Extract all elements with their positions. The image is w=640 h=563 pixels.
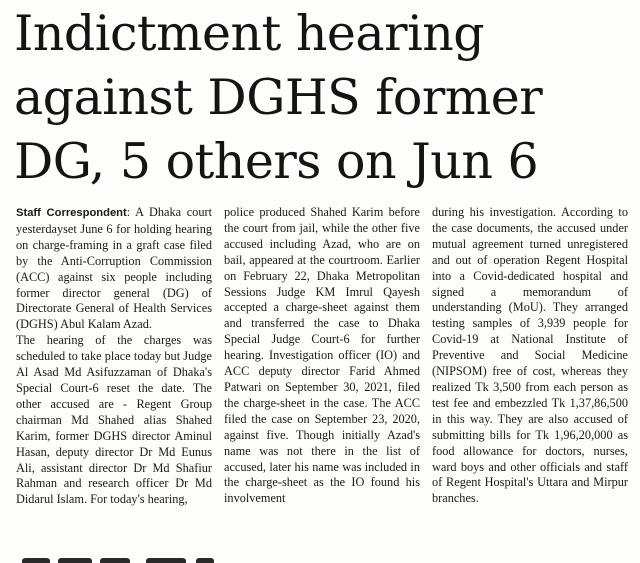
lead-text: : A Dhaka court yesterdayset June 6 for holding hearing on charge-framing in a graft case filed by the Anti-Corruption Commission (ACC) against six people including former director general (DG) of Directorate General of Health Services (DGHS) Abul Kalam Azad. xyxy=(16,205,212,332)
text-fragment xyxy=(146,558,186,563)
paragraph xyxy=(16,205,212,333)
text-fragment xyxy=(58,558,92,563)
next-headline-fragment xyxy=(0,556,640,563)
column-3 xyxy=(432,205,628,550)
article-body xyxy=(16,205,628,550)
text-fragment xyxy=(196,558,214,563)
headline: Indictment hearing against DGHS former DG, 5 others on Jun 6 xyxy=(14,5,543,190)
byline: Staff Correspondent xyxy=(16,207,127,219)
column-1 xyxy=(16,205,212,550)
text-fragment xyxy=(100,558,130,563)
paragraph: The hearing of the charges was scheduled to take place today but Judge Al Asad Md Asifuzzaman of Dhaka's Special Court-6 reset the date. The other accused are - Regent Group chairman Md Shahed alias Shahed Karim, former DGHS director Aminul Hasan, deputy director Dr Md Eunus Ali, assistant director Dr Md Shafiur Rahman and research officer Dr Md Didarul Islam. For today's hearing, xyxy=(16,333,212,507)
paragraph: during his investigation. According to the case documents, the accused under mutual agreement turned unregistered and out of operation Regent Hospital into a Covid-dedicated hospital and signed a memorandum of understanding (MoU). They arranged testing samples of 3,939 people for Covid-19 at National Institute of Preventive and Social Medicine (NIPSOM) free of cost, whereas they realized Tk 3,500 from each person as test fee and embezzled Tk 1,37,86,500 in this way. They are also accused of submitting bills for Tk 1,96,20,000 as food allowance for doctors, nurses, ward boys and other officials and staff of Regent Hospital's Uttara and Mirpur branches. xyxy=(432,205,628,506)
paragraph: police produced Shahed Karim before the court from jail, while the other five accused including Azad, who are on bail, appeared at the courtroom. Earlier on February 22, Dhaka Metropolitan Sessions Judge KM Imrul Qayesh accepted a charge-sheet against them and transferred the case to Dhaka Special Judge Court-6 for further hearing. Investigation officer (IO) and ACC deputy director Farid Ahmed Patwari on September 30, 2021, filed the charge-sheet in the case. The ACC filed the case on September 23, 2020, against five. Though initially Azad's name was not there in the list of accused, later his name was included in the charge-sheet as the IO found his involvement xyxy=(224,205,420,506)
column-2 xyxy=(224,205,420,550)
text-fragment xyxy=(22,558,50,563)
